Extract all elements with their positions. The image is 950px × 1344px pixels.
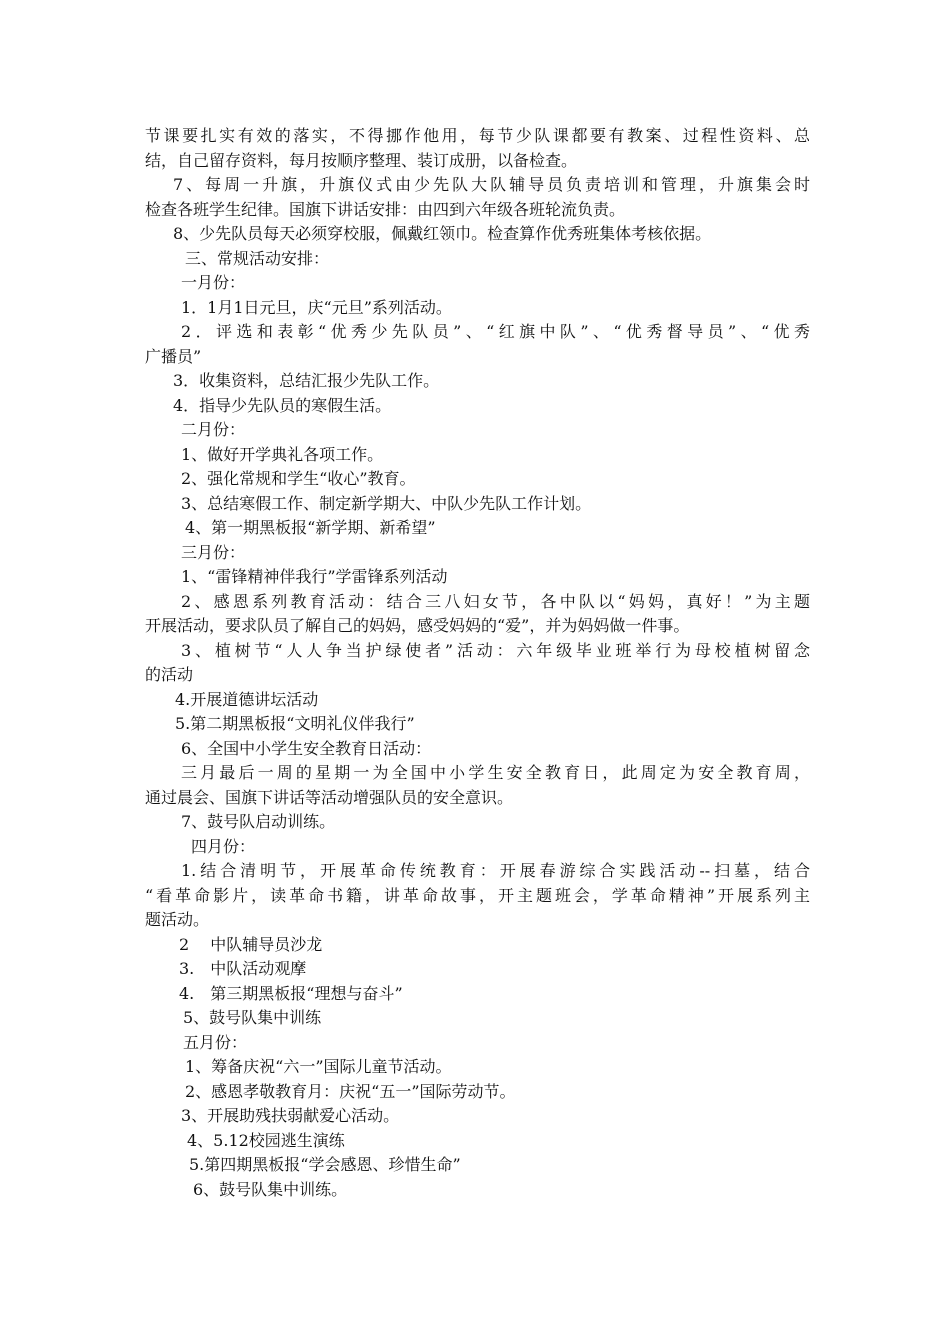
text-line: 五月份： [183, 1032, 248, 1052]
text-line: 1．1月1日元旦，庆“元旦”系列活动。 [181, 297, 452, 317]
text-line: 3、植树节“人人争当护绿使者”活动：六年级毕业班举行为母校植树留念 [181, 640, 810, 660]
text-line: 7、每周一升旗，升旗仪式由少先队大队辅导员负责培训和管理，升旗集会时 [173, 175, 810, 194]
text-line: 三、常规活动安排： [185, 248, 330, 268]
text-line: 8、少先队员每天必须穿校服，佩戴红领巾。检查算作优秀班集体考核依据。 [173, 224, 712, 243]
text-line: 5、鼓号队集中训练 [183, 1008, 322, 1027]
text-line: 4、第一期黑板报“新学期、新希望” [185, 518, 436, 537]
text-line: 2．评选和表彰“优秀少先队员”、“红旗中队”、“优秀督导员”、“优秀 [181, 322, 810, 341]
text-line: 6、全国中小学生安全教育日活动： [181, 738, 432, 758]
text-line: 3、开展助残扶弱献爱心活动。 [181, 1106, 400, 1125]
text-line: 1、筹备庆祝“六一”国际儿童节活动。 [185, 1057, 452, 1076]
text-line: “看革命影片，读革命书籍，讲革命故事，开主题班会，学革命精神”开展系列主 [145, 885, 810, 905]
text-line: 2 中队辅导员沙龙 [179, 934, 323, 954]
text-line: 3. 中队活动观摩 [179, 959, 307, 978]
text-line: 1、“雷锋精神伴我行”学雷锋系列活动 [181, 567, 448, 586]
text-line: 1、做好开学典礼各项工作。 [181, 444, 384, 464]
text-line: 结，自己留存资料，每月按顺序整理、装订成册，以备检查。 [145, 150, 578, 170]
text-line: 的活动 [145, 665, 194, 684]
text-line: 2、感恩系列教育活动：结合三八妇女节，各中队以“妈妈，真好！”为主题 [181, 591, 810, 611]
text-line: 二月份： [181, 420, 246, 439]
text-line: 2、感恩孝敬教育月：庆祝“五一”国际劳动节。 [185, 1081, 516, 1101]
text-line: 节课要扎实有效的落实，不得挪作他用，每节少队课都要有教案、过程性资料、总 [145, 126, 810, 145]
text-line: 三月份： [181, 542, 246, 562]
text-line: 5.第二期黑板报“文明礼仪伴我行” [175, 714, 415, 733]
text-line: 一月份： [181, 273, 246, 292]
document-body [145, 124, 810, 1202]
text-line: 4.开展道德讲坛活动 [175, 689, 319, 709]
text-line: 5.第四期黑板报“学会感恩、珍惜生命” [189, 1155, 461, 1174]
text-line: 4、5.12校园逃生演练 [187, 1130, 345, 1150]
text-line: 3．收集资料，总结汇报少先队工作。 [173, 371, 440, 390]
text-line: 题活动。 [145, 910, 210, 929]
text-line: 7、鼓号队启动训练。 [181, 812, 336, 831]
text-line: 四月份： [191, 836, 256, 856]
text-line: 检查各班学生纪律。国旗下讲话安排：由四到六年级各班轮流负责。 [145, 199, 626, 219]
text-line: 2、强化常规和学生“收心”教育。 [181, 469, 416, 488]
text-line: 4．指导少先队员的寒假生活。 [173, 395, 392, 415]
text-line: 1.结合清明节，开展革命传统教育：开展春游综合实践活动--扫墓，结合 [181, 861, 810, 880]
text-line: 3、总结寒假工作、制定新学期大、中队少先队工作计划。 [181, 493, 592, 513]
text-line: 6、鼓号队集中训练。 [193, 1179, 348, 1199]
text-line: 开展活动，要求队员了解自己的妈妈，感受妈妈的“爱”，并为妈妈做一件事。 [145, 616, 690, 635]
text-line: 三月最后一周的星期一为全国中小学生安全教育日，此周定为安全教育周， [181, 763, 810, 782]
text-line: 广播员” [145, 346, 202, 366]
text-line: 4. 第三期黑板报“理想与奋斗” [179, 983, 403, 1003]
text-line: 通过晨会、国旗下讲话等活动增强队员的安全意识。 [145, 787, 514, 807]
